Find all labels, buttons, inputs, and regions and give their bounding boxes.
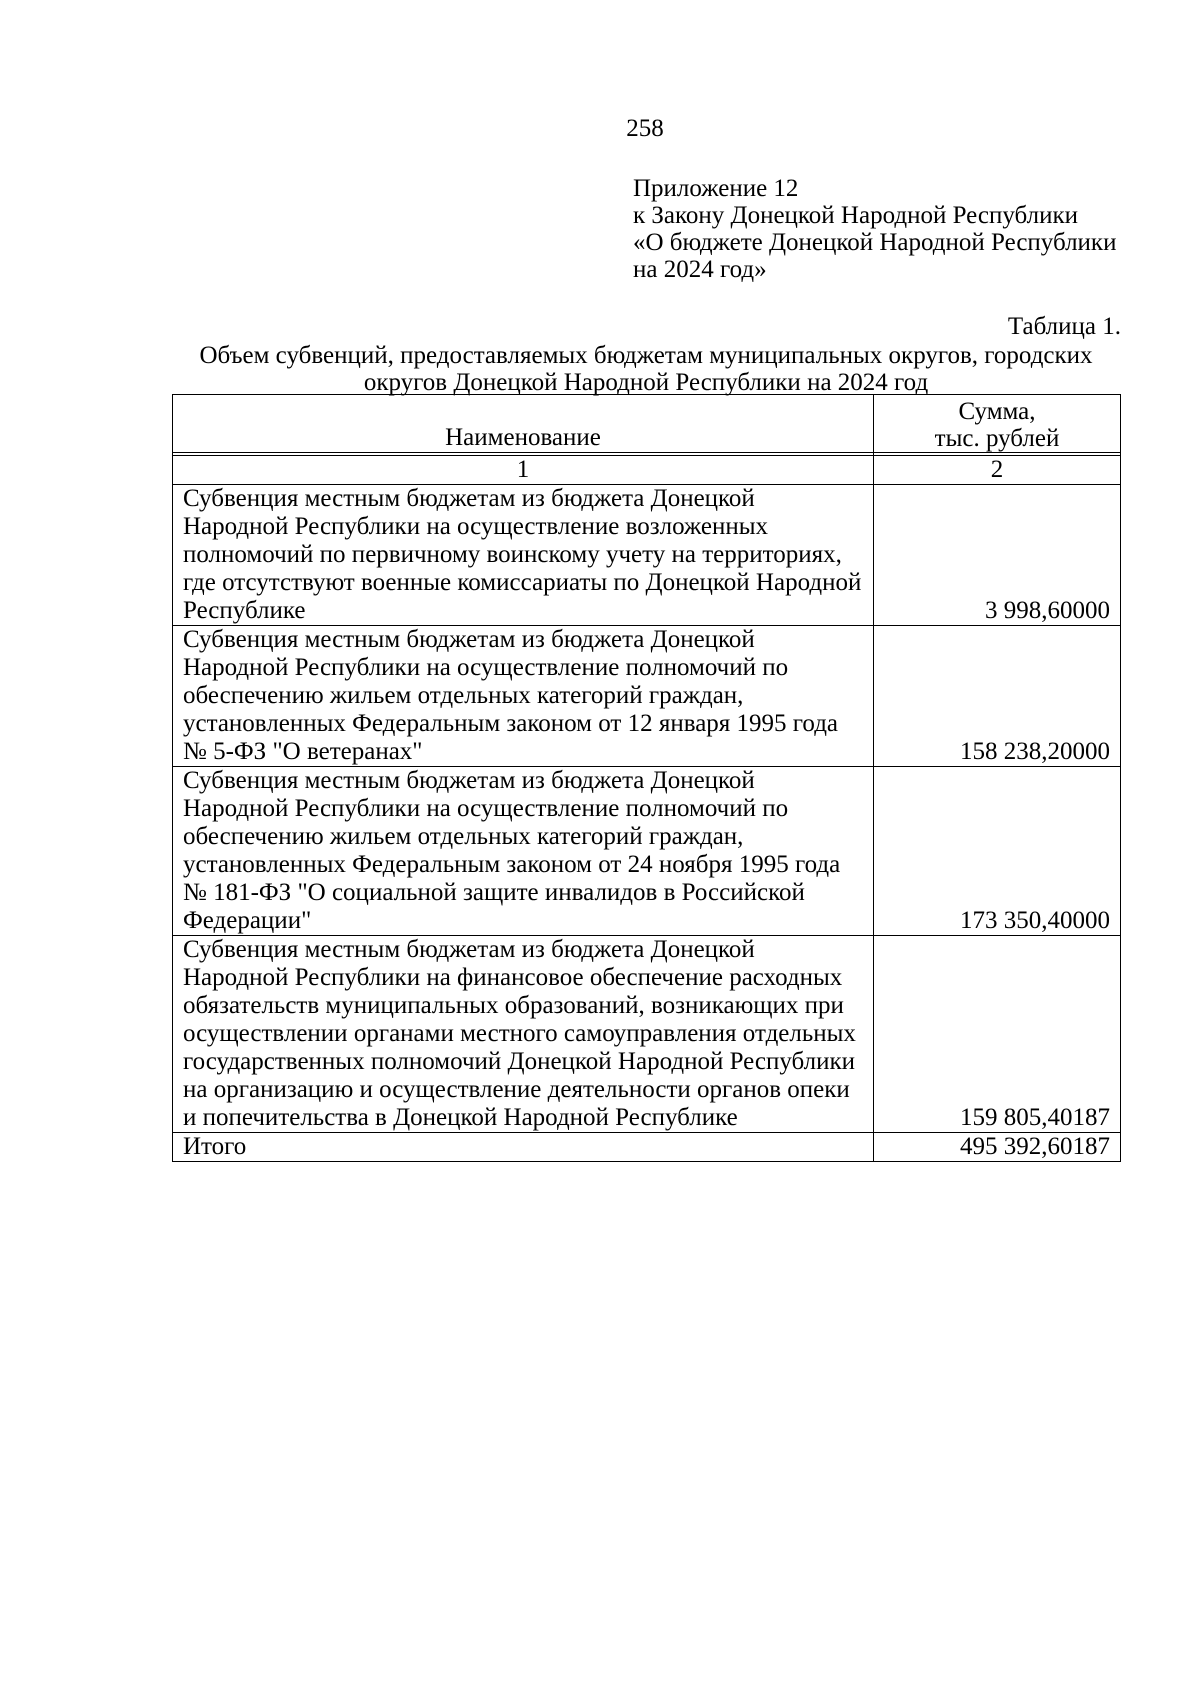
subventions-table <box>172 394 1121 1162</box>
table-row <box>173 936 1121 1133</box>
total-amount: 495 392,60187 <box>874 1133 1121 1162</box>
total-label: Итого <box>173 1133 874 1162</box>
header-name: Наименование <box>173 395 874 453</box>
table-row <box>173 485 1121 626</box>
table-header-row <box>173 395 1121 453</box>
column-number-row <box>173 456 1121 485</box>
row-name: Субвенция местным бюджетам из бюджета Донецкой Народной Республики на финансовое обеспечение расходных обязательств муниципальных образований, возникающих при осуществлении органами местного самоуправления отдельных государственных полномочий Донецкой Народной Республики на организацию и осуществление деятельности органов опеки и попечительства в Донецкой Народной Республике <box>173 936 874 1133</box>
column-number: 1 <box>173 456 874 485</box>
row-amount: 159 805,40187 <box>874 936 1121 1133</box>
table-title-line: Объем субвенций, предоставляемых бюджетам муниципальных округов, городских <box>199 342 1093 369</box>
row-amount: 3 998,60000 <box>874 485 1121 626</box>
page-number: 258 <box>626 115 664 142</box>
row-name: Субвенция местным бюджетам из бюджета Донецкой Народной Республики на осуществление возложенных полномочий по первичному воинскому учету на территориях, где отсутствуют военные комиссариаты по Донецкой Народной Республике <box>173 485 874 626</box>
table-title-line: округов Донецкой Народной Республики на 2024 год <box>363 369 929 396</box>
row-amount: 158 238,20000 <box>874 626 1121 767</box>
appendix-line: к Закону Донецкой Народной Республики <box>633 202 1079 229</box>
appendix-heading <box>633 175 1116 283</box>
header-sum-line: Сумма, <box>958 398 1036 425</box>
appendix-line: «О бюджете Донецкой Народной Республики <box>633 229 1117 256</box>
row-name: Субвенция местным бюджетам из бюджета Донецкой Народной Республики на осуществление полномочий по обеспечению жильем отдельных категорий граждан, установленных Федеральным законом от 24 ноября 1995 года № 181-ФЗ "О социальной защите инвалидов в Российской Федерации" <box>173 767 874 936</box>
total-row <box>173 1133 1121 1162</box>
table-row <box>173 767 1121 936</box>
table-title <box>172 342 1120 396</box>
table-row <box>173 626 1121 767</box>
header-sum <box>874 395 1121 453</box>
table-label: Таблица 1. <box>1007 313 1121 340</box>
appendix-line: Приложение 12 <box>633 175 799 202</box>
header-sum-line: тыс. рублей <box>934 425 1060 452</box>
row-name: Субвенция местным бюджетам из бюджета Донецкой Народной Республики на осуществление полномочий по обеспечению жильем отдельных категорий граждан, установленных Федеральным законом от 12 января 1995 года № 5-ФЗ "О ветеранах" <box>173 626 874 767</box>
appendix-line: на 2024 год» <box>633 256 767 283</box>
row-amount: 173 350,40000 <box>874 767 1121 936</box>
column-number: 2 <box>874 456 1121 485</box>
